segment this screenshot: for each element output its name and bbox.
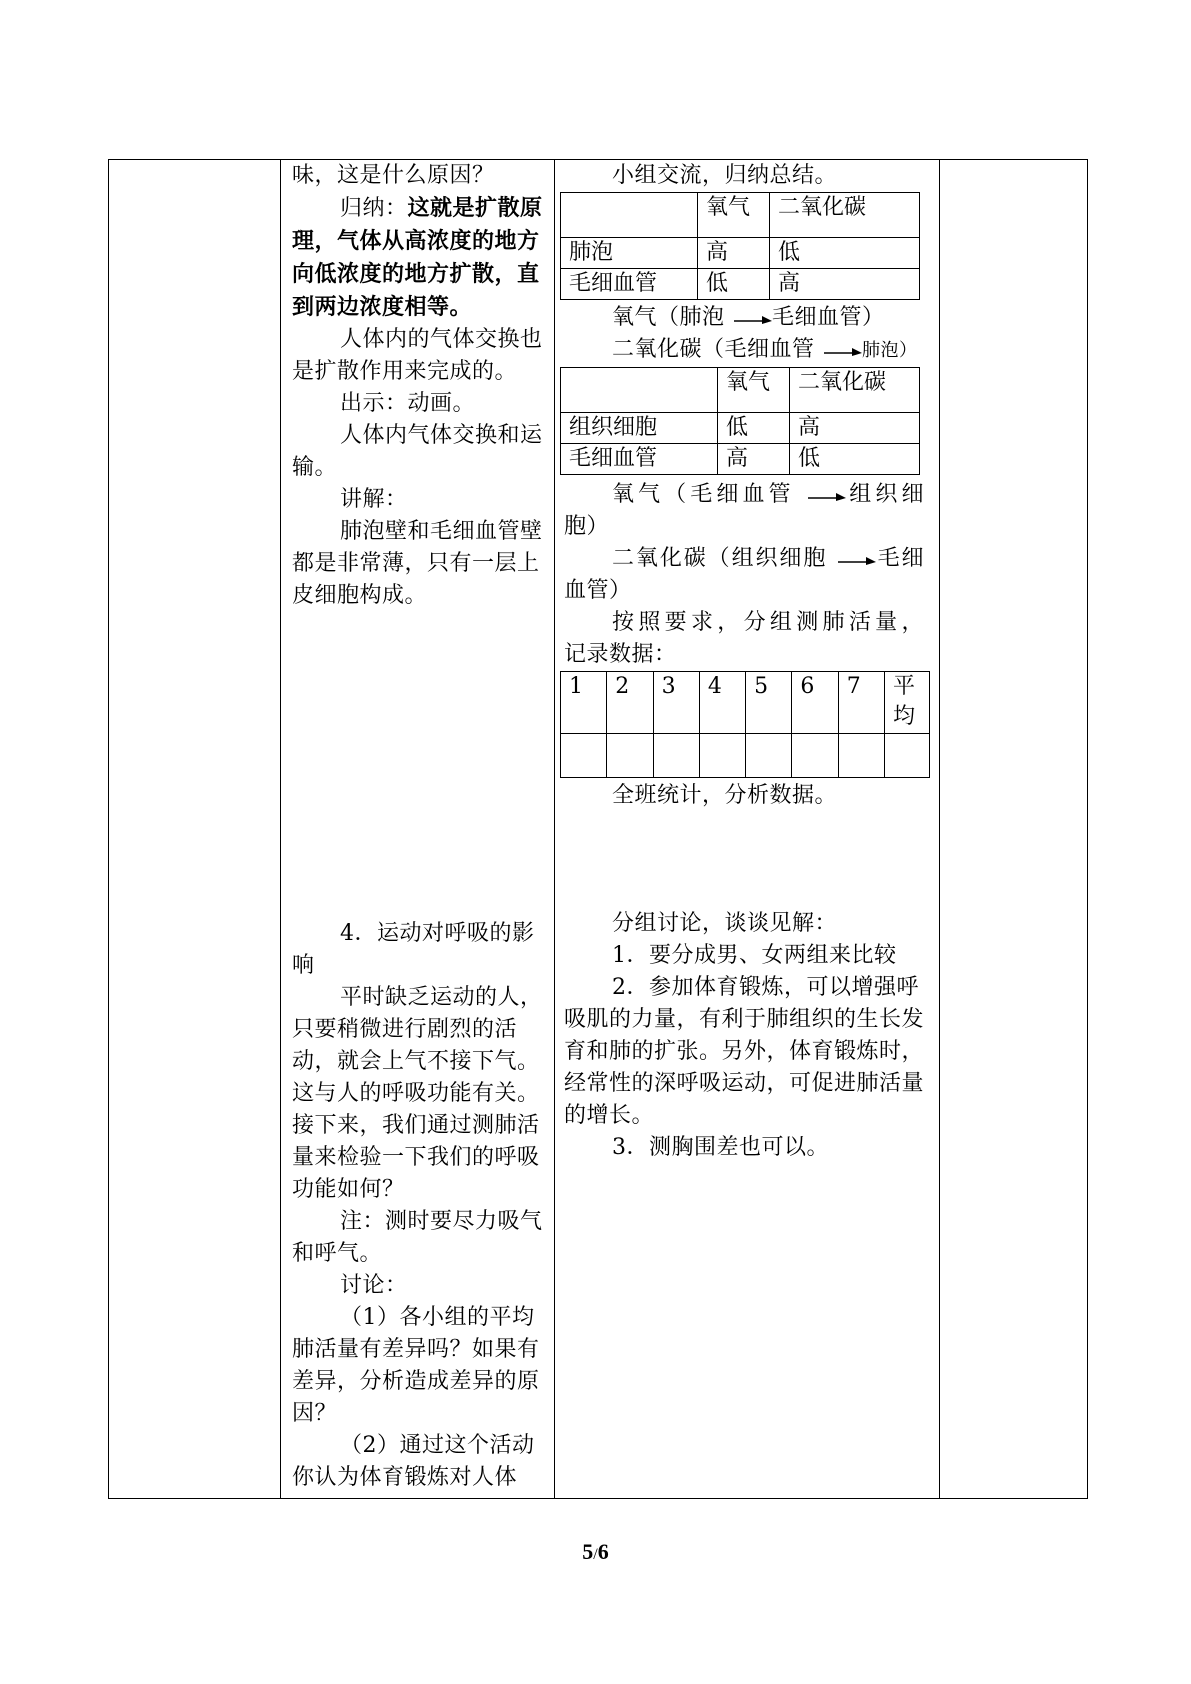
table-cell: 组织细胞 (561, 413, 718, 444)
text-line: 胞） (564, 514, 610, 539)
arrow-right-icon (822, 344, 862, 356)
table-cell (561, 734, 607, 778)
list-item: 2．参加体育锻炼，可以增强呼吸肌的力量，有利于肺组织的生长发育和肺的扩张。另外，体育锻炼时，经常性的深呼吸运动，可促进肺活量的增长。 (564, 975, 925, 1128)
table-cell (746, 734, 792, 778)
table-cell (792, 734, 838, 778)
diffusion-line: 二氧化碳（组织细胞 毛细 (612, 546, 924, 571)
column-divider (280, 160, 281, 1498)
table-cell: 高 (718, 444, 790, 475)
table-cell: 3 (653, 672, 699, 734)
paragraph: 人体内气体交换和运输。 (292, 423, 543, 480)
table-cell: 低 (790, 444, 920, 475)
arrow-right-icon (806, 489, 846, 501)
text-line: 味，这是什么原因？ (292, 163, 495, 188)
section-heading: 4．运动对呼吸的影响 (292, 921, 535, 978)
table-cell (885, 734, 930, 778)
paragraph: 讲解： (340, 487, 408, 512)
table-cell: 氧气 (698, 193, 770, 238)
paragraph: （2）通过这个活动你认为体育锻炼对人体 (292, 1433, 535, 1490)
table-cell: 2 (607, 672, 653, 734)
table-cell: 肺泡 (561, 238, 698, 269)
diffusion-line: 氧气（毛细血管 组织细 (612, 482, 924, 507)
text-line: 记录数据： (564, 642, 677, 667)
table-cell: 毛细血管 (561, 444, 718, 475)
diffusion-line: 二氧化碳（毛细血管 肺泡） (612, 337, 918, 362)
paragraph: 注：测时要尽力吸气和呼气。 (292, 1209, 543, 1266)
arrow-right-icon (732, 312, 772, 324)
table-cell (607, 734, 653, 778)
table-cell: 二氧化碳 (790, 368, 920, 413)
paragraph: 按照要求，分组测肺活量， (612, 610, 924, 635)
list-item: 3．测胸围差也可以。 (612, 1135, 829, 1160)
table-cell: 低 (770, 238, 920, 269)
diffusion-line: 氧气（肺泡 毛细血管） (612, 305, 885, 330)
table-cell: 二氧化碳 (770, 193, 920, 238)
table-cell: 低 (698, 269, 770, 300)
table-cell: 低 (718, 413, 790, 444)
table-cell (699, 734, 745, 778)
document-table (108, 159, 1088, 1499)
table-cell: 6 (792, 672, 838, 734)
arrow-right-icon (836, 553, 876, 565)
text-line: 血管） (564, 578, 632, 603)
paragraph: 肺泡壁和毛细血管壁都是非常薄，只有一层上皮细胞构成。 (292, 519, 543, 608)
paragraph: 出示：动画。 (340, 391, 476, 416)
paragraph: 全班统计，分析数据。 (612, 783, 838, 808)
paragraph: 人体内的气体交换也是扩散作用来完成的。 (292, 327, 543, 384)
list-item: 1．要分成男、女两组来比较 (612, 943, 897, 968)
page-number: 5/6 (582, 1539, 609, 1564)
paragraph: 讨论： (340, 1273, 408, 1298)
paragraph: （1）各小组的平均肺活量有差异吗？如果有差异，分析造成差异的原因？ (292, 1305, 540, 1426)
alveoli-capillary-table (560, 192, 920, 300)
table-cell: 高 (698, 238, 770, 269)
table-cell (838, 734, 884, 778)
student-activity-column (564, 160, 1042, 1160)
table-cell: 1 (561, 672, 607, 734)
summary-paragraph: 归纳：这就是扩散原理，气体从高浓度的地方向低浓度的地方扩散，直到两边浓度相等。 (292, 195, 543, 320)
paragraph: 小组交流，归纳总结。 (612, 163, 838, 188)
column-divider (554, 160, 555, 1498)
table-cell: 平均 (885, 672, 930, 734)
table-cell (653, 734, 699, 778)
lung-capacity-table (560, 671, 930, 778)
paragraph: 分组讨论，谈谈见解： (612, 911, 838, 936)
table-cell (561, 193, 698, 238)
teacher-activity-column (292, 160, 550, 1490)
paragraph: 平时缺乏运动的人，只要稍微进行剧烈的活动，就会上气不接下气。这与人的呼吸功能有关。接下来，我们通过测肺活量来检验一下我们的呼吸功能如何？ (292, 985, 543, 1202)
tissue-capillary-table (560, 367, 920, 475)
table-cell: 高 (790, 413, 920, 444)
table-cell: 5 (746, 672, 792, 734)
table-cell: 4 (699, 672, 745, 734)
table-cell: 氧气 (718, 368, 790, 413)
table-cell: 7 (838, 672, 884, 734)
table-cell: 高 (770, 269, 920, 300)
table-cell (561, 368, 718, 413)
table-cell: 毛细血管 (561, 269, 698, 300)
